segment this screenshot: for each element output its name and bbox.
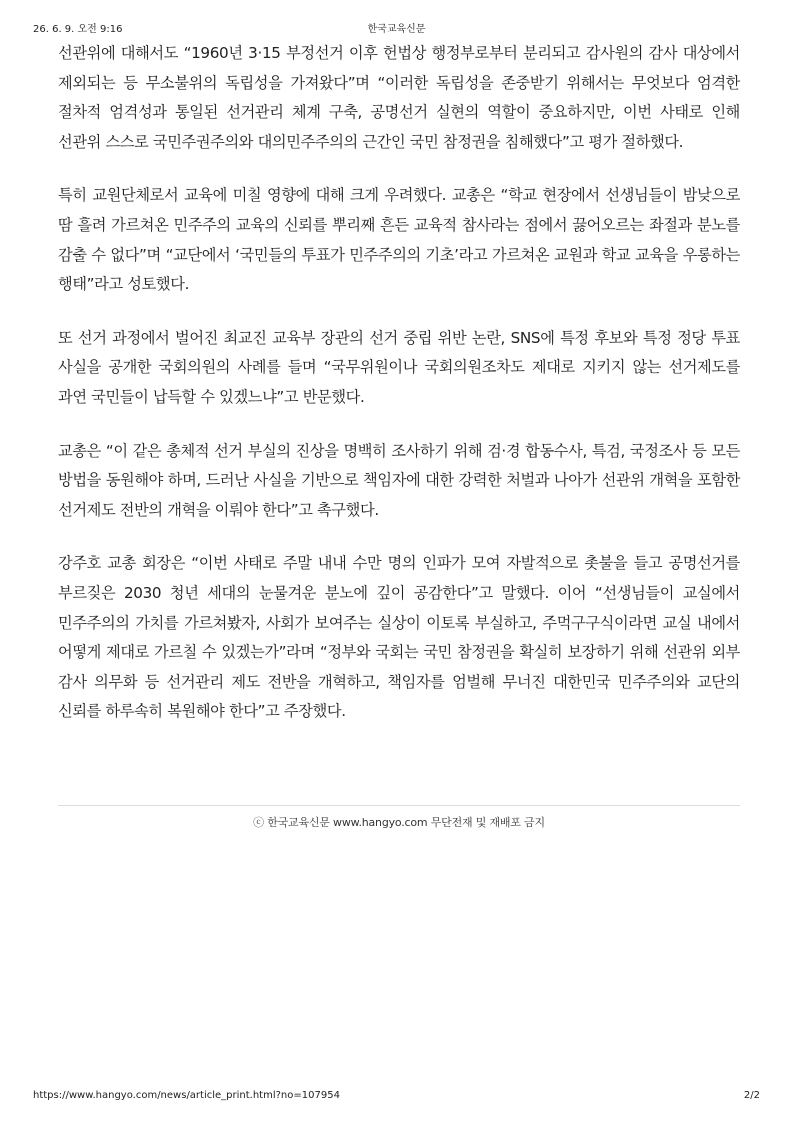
print-datetime: 26. 6. 9. 오전 9:16: [33, 24, 123, 35]
print-header: [33, 20, 760, 36]
copyright-notice: ⓒ 한국교육신문 www.hangyo.com 무단전재 및 재배포 금지: [253, 816, 545, 829]
print-site-name: 한국교육신문: [367, 24, 426, 35]
print-url: https://www.hangyo.com/news/article_print.html?no=107954: [33, 1090, 340, 1101]
copyright-divider: [58, 805, 740, 806]
article-paragraph: 교총은 “이 같은 총체적 선거 부실의 진상을 명백히 조사하기 위해 검·경 합동수사, 특검, 국정조사 등 모든 방법을 동원해야 하며, 드러난 사실을 기반으로 책임자에 대한 강력한 처벌과 나아가 선관위 개혁을 포함한 선거제도 전반의 개혁을 이뤄야 한다”고 촉구했다.: [58, 441, 740, 519]
article-paragraph: 강주호 교총 회장은 “이번 사태로 주말 내내 수만 명의 인파가 모여 자발적으로 촛불을 들고 공명선거를 부르짖은 2030 청년 세대의 눈물겨운 분노에 깊이 공감한다”고 말했다. 이어 “선생님들이 교실에서 민주주의의 가치를 가르쳐봤자, 사회가 보여주는 실상이 이토록 부실하고, 주먹구구식이라면 교실 내에서 어떻게 제대로 가르칠 수 있겠는가”라며 “정부와 국회는 국민 참정권을 확실히 보장하기 위해 선관위 외부 감사 의무화 등 선거관리 제도 전반을 개혁하고, 책임자를 엄벌해 무너진 대한민국 민주주의와 교단의 신뢰를 하루속히 복원해야 한다”고 주장했다.: [58, 554, 740, 721]
article-paragraph: 또 선거 과정에서 벌어진 최교진 교육부 장관의 선거 중립 위반 논란, SNS에 특정 후보와 특정 정당 투표 사실을 공개한 국회의원의 사례를 들며 “국무위원이나 국회의원조차도 제대로 지키지 않는 선거제도를 과연 국민들이 납득할 수 있겠느냐”고 반문했다.: [58, 328, 740, 406]
page-number: 2/2: [743, 1090, 760, 1101]
article-paragraph: 특히 교원단체로서 교육에 미칠 영향에 대해 크게 우려했다. 교총은 “학교 현장에서 선생님들이 밤낮으로 땀 흘려 가르쳐온 민주주의 교육의 신뢰를 뿌리째 흔든 교육적 참사라는 점에서 끓어오르는 좌절과 분노를 감출 수 없다”며 “교단에서 ‘국민들의 투표가 민주주의의 기초’라고 가르쳐온 교원과 학교 교육을 우롱하는 행태”라고 성토했다.: [58, 186, 740, 294]
article-body: [58, 39, 740, 751]
print-footer: [33, 1090, 760, 1104]
article-paragraph: 선관위에 대해서도 “1960년 3·15 부정선거 이후 헌법상 행정부로부터 분리되고 감사원의 감사 대상에서 제외되는 등 무소불위의 독립성을 가져왔다”며 “이러한 독립성을 존중받기 위해서는 무엇보다 엄격한 절차적 엄격성과 통일된 선거관리 체계 구축, 공명선거 실현의 역할이 중요하지만, 이번 사태로 인해 선관위 스스로 국민주권주의와 대의민주주의의 근간인 국민 참정권을 침해했다”고 평가 절하했다.: [58, 44, 740, 151]
